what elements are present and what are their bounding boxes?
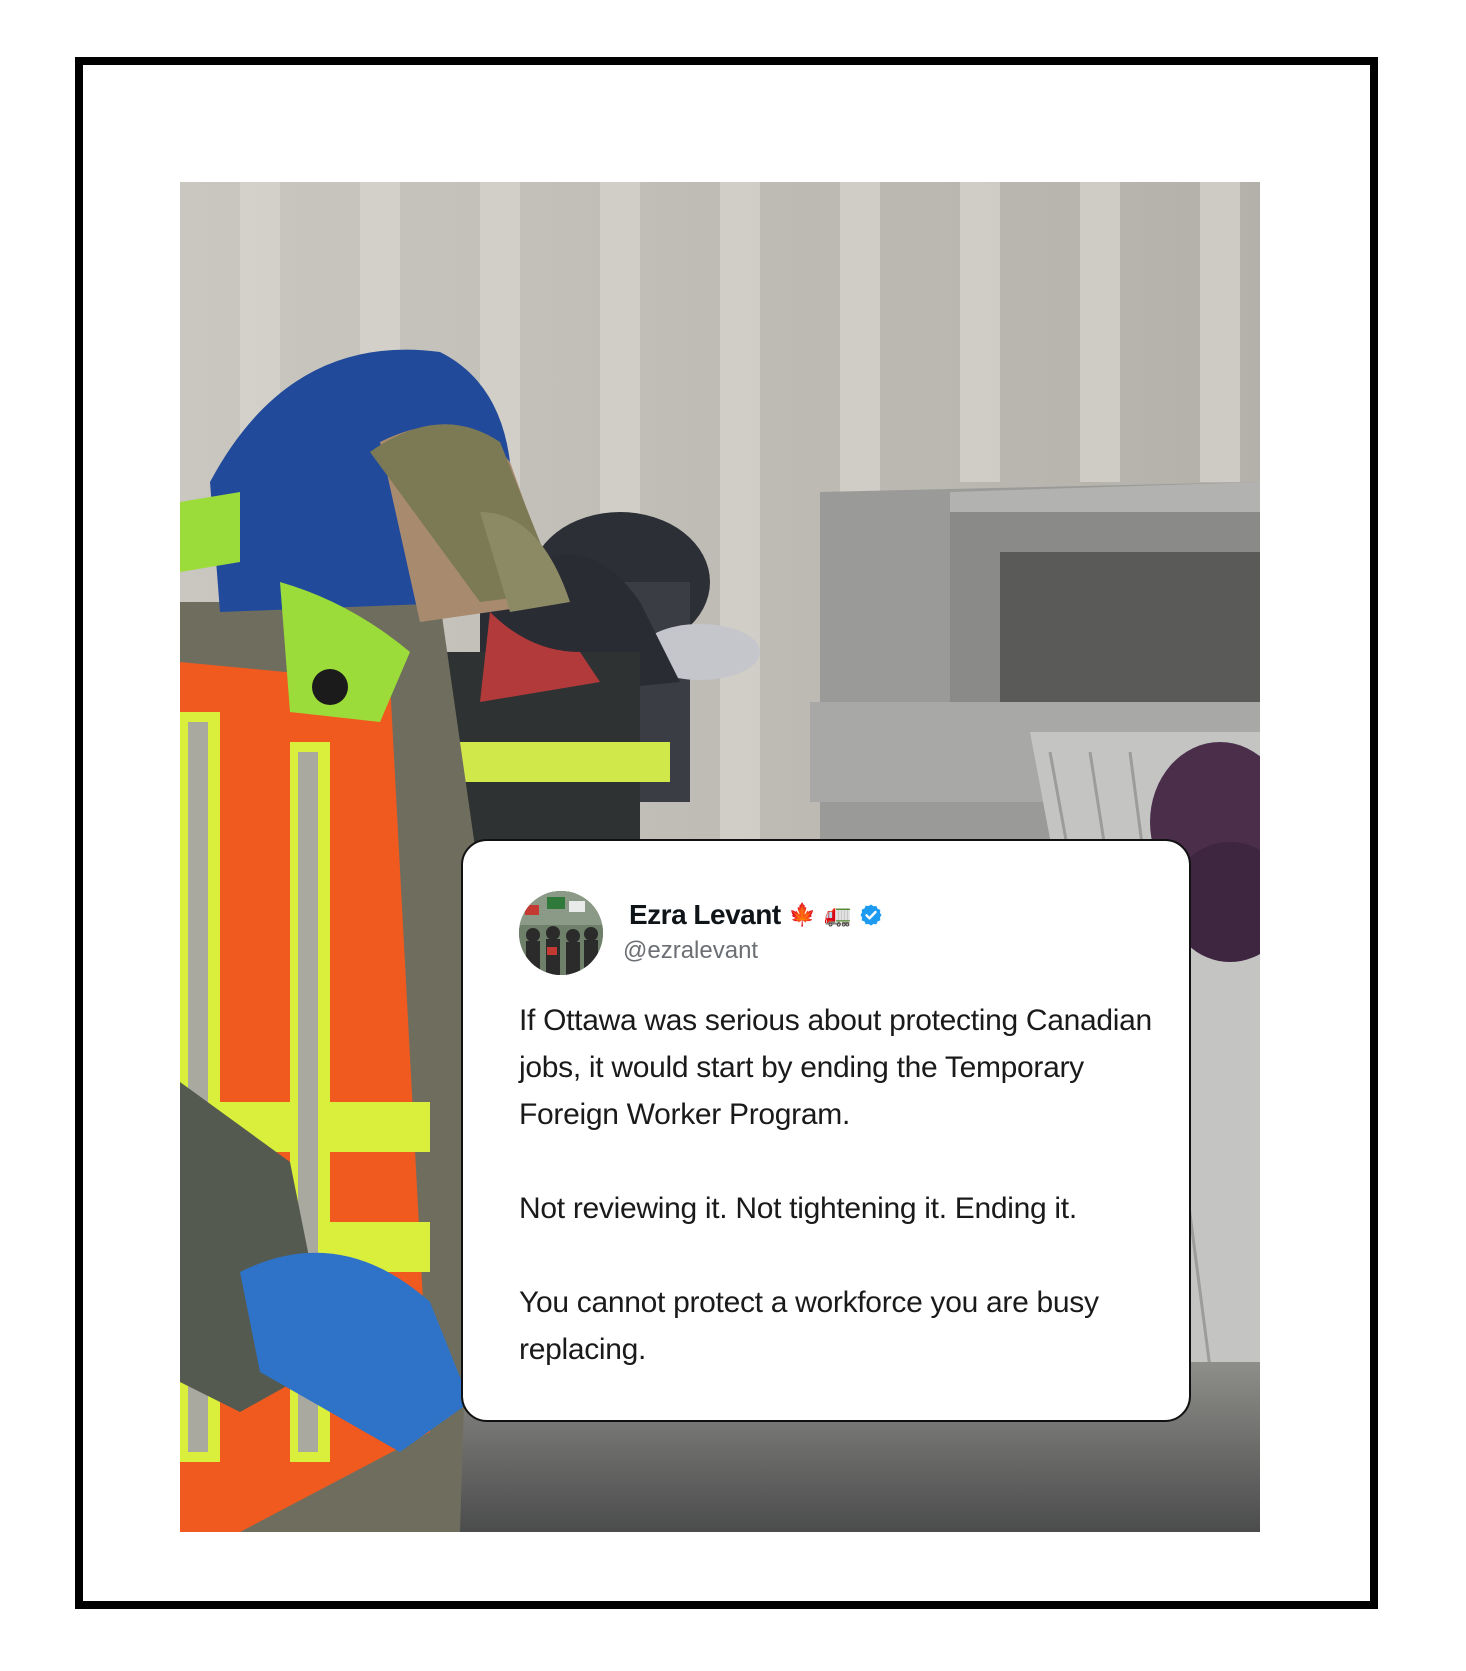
author-avatar[interactable] xyxy=(519,891,603,975)
author-name[interactable]: Ezra Levant xyxy=(629,899,781,930)
author-name-row xyxy=(629,897,883,933)
tweet-card[interactable] xyxy=(461,839,1191,1422)
avatar-crowd-photo xyxy=(519,891,603,975)
author-handle[interactable]: @ezralevant xyxy=(623,937,759,964)
truck-icon: 🚛 xyxy=(824,902,852,927)
verified-badge-icon xyxy=(859,903,883,927)
maple-leaf-icon: 🍁 xyxy=(788,902,817,927)
tweet-paragraph: Not reviewing it. Not tightening it. Ending it. xyxy=(519,1192,1077,1225)
tweet-paragraph: You cannot protect a workforce you are busy replacing. xyxy=(519,1286,1099,1366)
tweet-body xyxy=(519,997,1159,1373)
tweet-paragraph: If Ottawa was serious about protecting Canadian jobs, it would start by ending the Temporary Foreign Worker Program. xyxy=(519,1004,1152,1131)
